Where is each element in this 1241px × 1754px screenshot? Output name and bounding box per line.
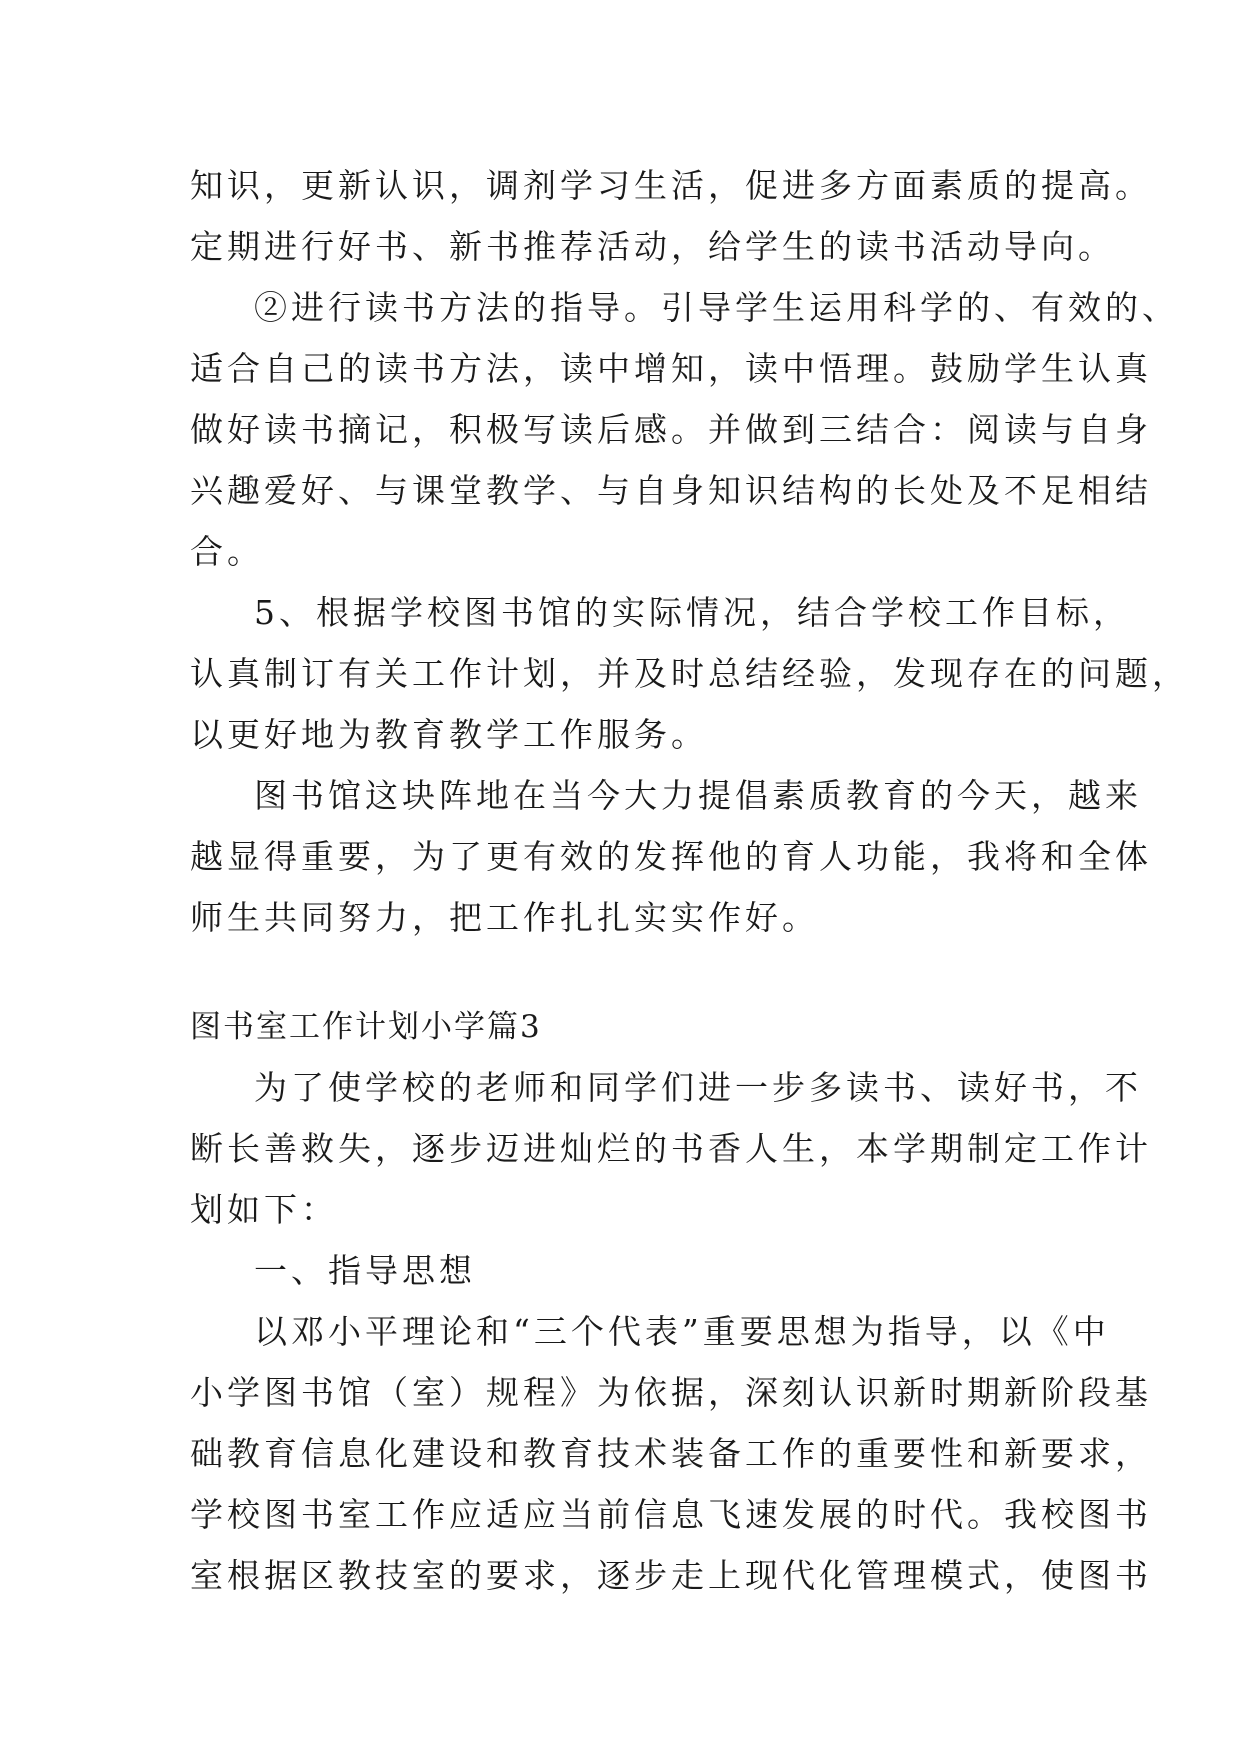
text-line: 合。: [190, 532, 264, 571]
text-line: 学校图书室工作应适应当前信息飞速发展的时代。我校图书: [190, 1495, 1152, 1534]
text-line: 认真制订有关工作计划，并及时总结经验，发现存在的问题，: [190, 654, 1189, 693]
text-line: 础教育信息化建设和教育技术装备工作的重要性和新要求，: [190, 1434, 1152, 1473]
text-line: 越显得重要，为了更有效的发挥他的育人功能，我将和全体: [190, 837, 1152, 876]
text-line: 图书馆这块阵地在当今大力提倡素质教育的今天，越来: [254, 776, 1142, 815]
text-line: 为了使学校的老师和同学们进一步多读书、读好书，不: [254, 1068, 1142, 1107]
text-line: ②进行读书方法的指导。引导学生运用科学的、有效的、: [254, 288, 1179, 327]
subheading: 一、指导思想: [254, 1251, 476, 1290]
text-line: 适合自己的读书方法，读中增知，读中悟理。鼓励学生认真: [190, 349, 1152, 388]
text-line: 定期进行好书、新书推荐活动，给学生的读书活动导向。: [190, 227, 1115, 266]
text-line: 小学图书馆（室）规程》为依据，深刻认识新时期新阶段基: [190, 1373, 1152, 1412]
section-heading: 图书室工作计划小学篇3: [190, 1009, 542, 1045]
text-line: 划如下：: [190, 1190, 338, 1229]
text-line: 断长善救失，逐步迈进灿烂的书香人生，本学期制定工作计: [190, 1129, 1152, 1168]
text-line: 以更好地为教育教学工作服务。: [190, 715, 708, 754]
text-line: 5、根据学校图书馆的实际情况，结合学校工作目标，: [254, 593, 1130, 632]
text-line: 知识，更新认识，调剂学习生活，促进多方面素质的提高。: [190, 166, 1152, 205]
text-line: 室根据区教技室的要求，逐步走上现代化管理模式，使图书: [190, 1556, 1152, 1595]
text-line: 师生共同努力，把工作扎扎实实作好。: [190, 898, 819, 937]
text-line: 做好读书摘记，积极写读后感。并做到三结合：阅读与自身: [190, 410, 1152, 449]
text-line: 以邓小平理论和“三个代表”重要思想为指导，以《中: [254, 1312, 1110, 1351]
text-line: 兴趣爱好、与课堂教学、与自身知识结构的长处及不足相结: [190, 471, 1152, 510]
